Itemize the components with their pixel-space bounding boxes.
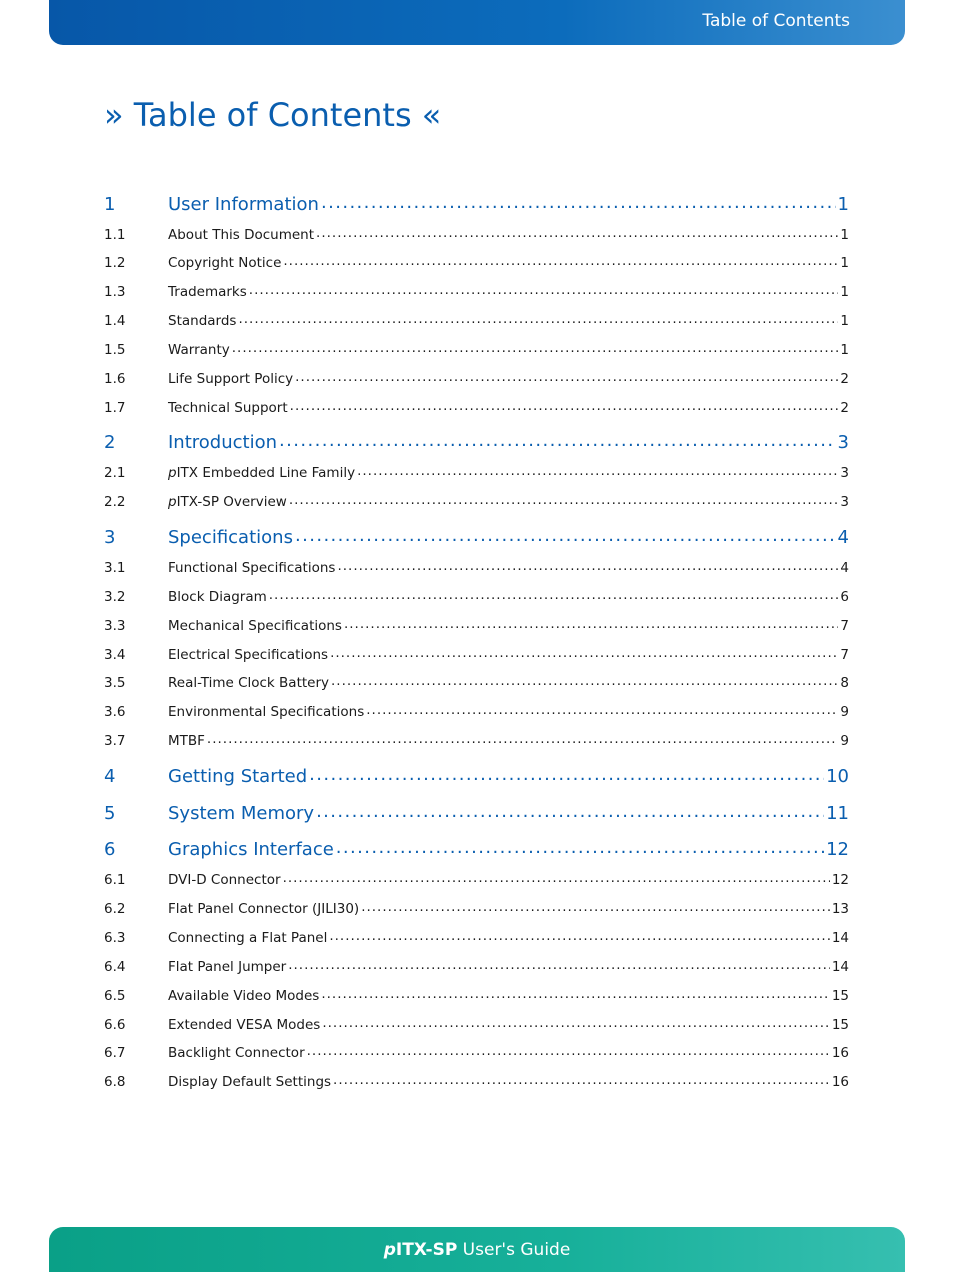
toc-entry-title-text: MTBF <box>168 732 205 749</box>
toc-entry-title-text: Copyright Notice <box>168 254 282 271</box>
toc-entry-page-number: 16 <box>831 1073 849 1090</box>
toc-entry-number: 3.5 <box>104 674 126 691</box>
toc-entry-title-text: DVI-D Connector <box>168 871 281 888</box>
toc-entry-title <box>168 733 205 749</box>
toc-entry-title-text: Real-Time Clock Battery <box>168 674 329 691</box>
toc-entry-page-number: 15 <box>831 1016 849 1033</box>
toc-section-entry[interactable] <box>104 870 849 890</box>
toc-entry-number: 3.1 <box>104 559 126 576</box>
toc-entry-leader-dots <box>249 282 839 296</box>
toc-entry-page-number: 2 <box>840 370 849 387</box>
toc-section-entry[interactable] <box>104 282 849 302</box>
toc-section-entry[interactable] <box>104 616 849 636</box>
toc-entry-leader-dots <box>283 253 838 267</box>
toc-entry-leader-dots <box>366 702 838 716</box>
toc-section-entry[interactable] <box>104 645 849 665</box>
toc-entry-title <box>168 988 319 1004</box>
toc-entry-page-number: 3 <box>840 464 849 481</box>
toc-entry-page-number: 10 <box>826 766 849 787</box>
toc-entry-leader-dots <box>337 558 838 572</box>
header-label: Table of Contents <box>702 11 850 31</box>
toc-entry-title <box>168 803 314 824</box>
toc-entry-title <box>168 901 359 917</box>
toc-section-entry[interactable] <box>104 463 849 483</box>
toc-entry-leader-dots <box>283 870 830 884</box>
header-bar <box>49 0 905 45</box>
footer-brand-prefix: p <box>383 1240 396 1260</box>
toc-entry-title-text: Flat Panel Connector (JILI30) <box>168 900 360 917</box>
toc-entry-page-number: 1 <box>840 254 849 271</box>
toc-entry-leader-dots <box>344 616 838 630</box>
toc-entry-title <box>168 284 247 300</box>
toc-section-entry[interactable] <box>104 340 849 360</box>
toc-section-entry[interactable] <box>104 1043 849 1063</box>
toc-section-entry[interactable] <box>104 398 849 418</box>
toc-entry-title-text: Standards <box>168 312 237 329</box>
toc-section-entry[interactable] <box>104 587 849 607</box>
toc-entry-number: 5 <box>104 803 116 824</box>
toc-entry-title-text: Electrical Specifications <box>168 646 329 663</box>
toc-entry-page-number: 7 <box>840 617 849 634</box>
toc-entry-number: 6 <box>104 839 116 860</box>
toc-entry-title <box>168 647 328 663</box>
footer-brand <box>384 1240 458 1260</box>
toc-entry-number: 1.5 <box>104 341 126 358</box>
toc-entry-number: 3.7 <box>104 732 126 749</box>
toc-entry-leader-dots <box>290 398 839 412</box>
toc-entry-title <box>168 494 287 510</box>
toc-section-entry[interactable] <box>104 1072 849 1092</box>
toc-entry-title-text: Mechanical Specifications <box>168 617 342 634</box>
toc-entry-leader-dots <box>207 731 838 745</box>
toc-entry-page-number: 14 <box>831 929 849 946</box>
toc-entry-page-number: 9 <box>840 732 849 749</box>
toc-entry-title-text: Extended VESA Modes <box>168 1016 321 1033</box>
toc-entry-title-text: Environmental Specifications <box>168 703 365 720</box>
toc-entry-leader-dots <box>316 801 824 819</box>
toc-chapter-entry[interactable] <box>104 837 849 861</box>
toc-entry-title-prefix: p <box>168 464 177 481</box>
toc-entry-leader-dots <box>357 463 838 477</box>
toc-entry-number: 2.1 <box>104 464 126 481</box>
toc-entry-page-number: 3 <box>840 493 849 510</box>
toc-entry-title <box>168 432 277 453</box>
toc-entry-number: 1 <box>104 194 116 215</box>
toc-entry-title <box>168 959 286 975</box>
toc-entry-leader-dots <box>316 225 838 239</box>
toc-entry-title-text: Graphics Interface <box>168 839 334 860</box>
toc-entry-number: 6.3 <box>104 929 126 946</box>
toc-entry-page-number: 4 <box>840 559 849 576</box>
toc-entry-title <box>168 872 281 888</box>
toc-section-entry[interactable] <box>104 311 849 331</box>
toc-entry-title <box>168 1074 331 1090</box>
toc-entry-title-text: Backlight Connector <box>168 1044 305 1061</box>
toc-entry-title-text: Display Default Settings <box>168 1073 332 1090</box>
toc-entry-number: 1.4 <box>104 312 126 329</box>
toc-entry-number: 2 <box>104 432 116 453</box>
toc-entry-title <box>168 766 307 787</box>
toc-section-entry[interactable] <box>104 673 849 693</box>
toc-entry-title-text: Introduction <box>168 432 278 453</box>
toc-entry-number: 2.2 <box>104 493 126 510</box>
toc-section-entry[interactable] <box>104 702 849 722</box>
toc-chapter-entry[interactable] <box>104 764 849 788</box>
toc-entry-leader-dots <box>295 369 838 383</box>
toc-section-entry[interactable] <box>104 731 849 751</box>
toc-section-entry[interactable] <box>104 558 849 578</box>
toc-entry-number: 3.4 <box>104 646 126 663</box>
toc-entry-title <box>168 618 342 634</box>
toc-entry-number: 6.6 <box>104 1016 126 1033</box>
toc-entry-title <box>168 371 293 387</box>
toc-entry-page-number: 12 <box>826 839 849 860</box>
toc-entry-title <box>168 1017 320 1033</box>
toc-entry-title <box>168 313 236 329</box>
toc-entry-title-text: ITX-SP Overview <box>176 493 287 510</box>
toc-entry-page-number: 1 <box>840 226 849 243</box>
toc-chapter-entry[interactable] <box>104 525 849 549</box>
footer-bar <box>49 1227 905 1272</box>
toc-entry-number: 6.7 <box>104 1044 126 1061</box>
toc-entry-leader-dots <box>329 928 829 942</box>
toc-entry-number: 1.7 <box>104 399 126 416</box>
toc-section-entry[interactable] <box>104 957 849 977</box>
toc-entry-title-text: Connecting a Flat Panel <box>168 929 328 946</box>
toc-entry-number: 6.8 <box>104 1073 126 1090</box>
toc-entry-title <box>168 930 327 946</box>
footer-brand-name: ITX-SP <box>395 1240 458 1260</box>
toc-entry-number: 3.6 <box>104 703 126 720</box>
toc-entry-title-text: User Information <box>168 194 319 215</box>
toc-entry-title <box>168 839 334 860</box>
toc-entry-number: 1.2 <box>104 254 126 271</box>
toc-entry-number: 6.5 <box>104 987 126 1004</box>
toc-entry-page-number: 15 <box>831 987 849 1004</box>
toc-section-entry[interactable] <box>104 1015 849 1035</box>
toc-entry-leader-dots <box>307 1043 830 1057</box>
toc-entry-title-text: Flat Panel Jumper <box>168 958 287 975</box>
toc-section-entry[interactable] <box>104 369 849 389</box>
toc-entry-title-text: ITX Embedded Line Family <box>176 464 356 481</box>
toc-entry-title <box>168 560 335 576</box>
toc-entry-leader-dots <box>289 492 839 506</box>
toc-entry-number: 3.3 <box>104 617 126 634</box>
toc-section-entry[interactable] <box>104 492 849 512</box>
toc-entry-page-number: 1 <box>837 194 849 215</box>
toc-entry-leader-dots <box>336 837 824 855</box>
toc-entry-page-number: 13 <box>831 900 849 917</box>
toc-entry-title <box>168 194 319 215</box>
toc-entry-page-number: 16 <box>831 1044 849 1061</box>
toc-entry-leader-dots <box>295 525 836 543</box>
toc-entry-title-prefix: p <box>168 493 177 510</box>
toc-entry-leader-dots <box>361 899 830 913</box>
toc-chapter-entry[interactable] <box>104 801 849 825</box>
toc-entry-title <box>168 400 288 416</box>
toc-entry-title-text: Trademarks <box>168 283 247 300</box>
toc-section-entry[interactable] <box>104 928 849 948</box>
toc-entry-leader-dots <box>330 645 838 659</box>
toc-section-entry[interactable] <box>104 986 849 1006</box>
toc-entry-title-text: Available Video Modes <box>168 987 320 1004</box>
toc-entry-title <box>168 342 230 358</box>
toc-entry-leader-dots <box>322 1015 829 1029</box>
toc-entry-page-number: 1 <box>840 312 849 329</box>
toc-entry-title <box>168 255 281 271</box>
toc-entry-page-number: 6 <box>840 588 849 605</box>
toc-entry-title <box>168 227 314 243</box>
page-title: » Table of Contents « <box>104 96 442 134</box>
toc-entry-number: 4 <box>104 766 116 787</box>
footer-label <box>49 1240 905 1260</box>
toc-entry-page-number: 14 <box>831 958 849 975</box>
toc-entry-page-number: 12 <box>831 871 849 888</box>
toc-entry-leader-dots <box>321 192 836 210</box>
toc-entry-title-text: Warranty <box>168 341 230 358</box>
toc-section-entry[interactable] <box>104 253 849 273</box>
toc-entry-number: 3 <box>104 527 116 548</box>
toc-entry-number: 1.3 <box>104 283 126 300</box>
toc-entry-number: 3.2 <box>104 588 126 605</box>
toc-entry-page-number: 11 <box>826 803 849 824</box>
toc-entry-number: 6.4 <box>104 958 126 975</box>
toc-entry-page-number: 2 <box>840 399 849 416</box>
toc-entry-leader-dots <box>279 430 836 448</box>
toc-entry-page-number: 4 <box>837 527 849 548</box>
toc-entry-title-text: Technical Support <box>168 399 288 416</box>
toc-entry-title-text: About This Document <box>168 226 315 243</box>
toc-entry-page-number: 1 <box>840 341 849 358</box>
toc-entry-leader-dots <box>331 673 838 687</box>
toc-entry-title <box>168 704 364 720</box>
toc-entry-number: 1.1 <box>104 226 126 243</box>
toc-entry-leader-dots <box>333 1072 830 1086</box>
footer-suffix: User's Guide <box>457 1240 571 1260</box>
toc-section-entry[interactable] <box>104 899 849 919</box>
toc-entry-number: 1.6 <box>104 370 126 387</box>
toc-chapter-entry[interactable] <box>104 192 849 216</box>
toc-entry-title-text: System Memory <box>168 803 315 824</box>
toc-entry-title <box>168 589 267 605</box>
toc-entry-title-text: Getting Started <box>168 766 308 787</box>
toc-chapter-entry[interactable] <box>104 430 849 454</box>
toc-entry-title <box>168 527 293 548</box>
toc-entry-page-number: 7 <box>840 646 849 663</box>
toc-entry-title-text: Life Support Policy <box>168 370 294 387</box>
toc-entry-page-number: 9 <box>840 703 849 720</box>
toc-entry-title-text: Functional Specifications <box>168 559 336 576</box>
toc-entry-leader-dots <box>232 340 839 354</box>
toc-entry-page-number: 3 <box>837 432 849 453</box>
toc-entry-page-number: 8 <box>840 674 849 691</box>
toc-entry-leader-dots <box>269 587 839 601</box>
toc-entry-leader-dots <box>238 311 838 325</box>
toc-entry-page-number: 1 <box>840 283 849 300</box>
toc-entry-number: 6.1 <box>104 871 126 888</box>
toc-entry-number: 6.2 <box>104 900 126 917</box>
toc-section-entry[interactable] <box>104 225 849 245</box>
toc-entry-title <box>168 1045 305 1061</box>
toc-entry-title <box>168 675 329 691</box>
toc-entry-leader-dots <box>321 986 829 1000</box>
toc-entry-leader-dots <box>288 957 830 971</box>
toc-entry-title <box>168 465 355 481</box>
toc-entry-leader-dots <box>309 764 824 782</box>
toc-entry-title-text: Specifications <box>168 527 293 548</box>
toc-entry-title-text: Block Diagram <box>168 588 267 605</box>
